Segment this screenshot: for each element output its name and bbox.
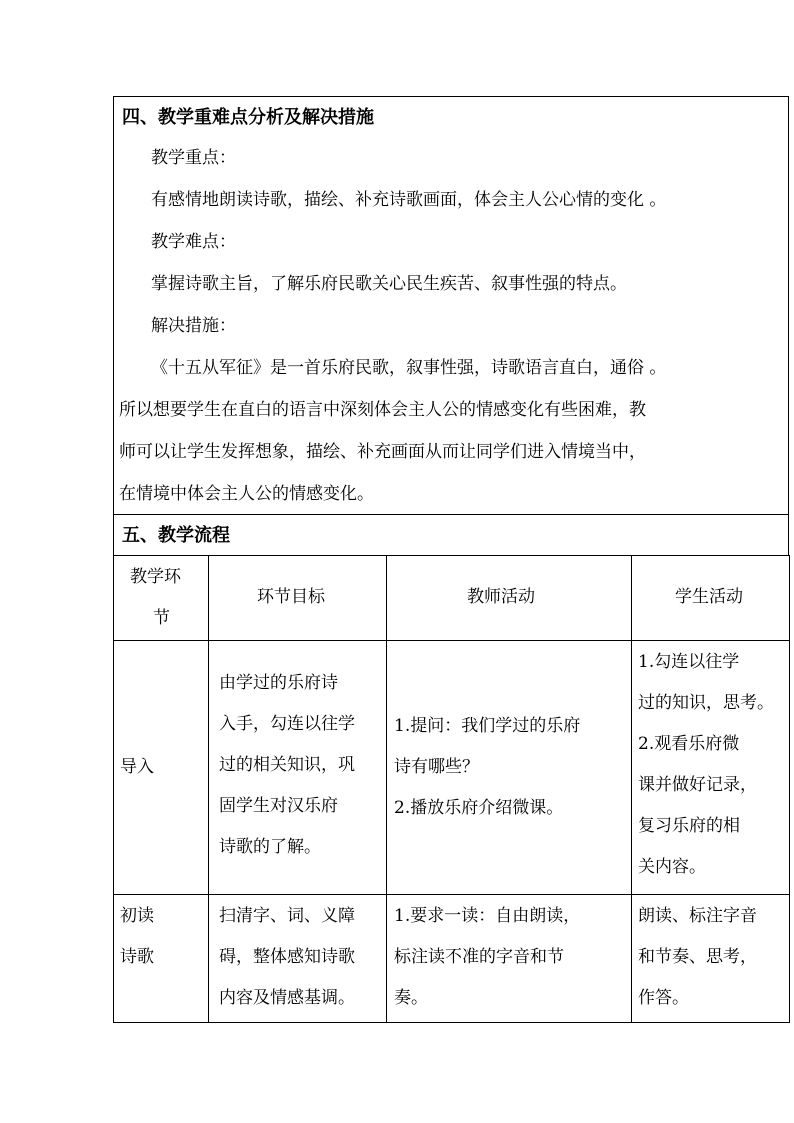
table-header-row	[114, 556, 790, 641]
measure-line: 在情境中体会主人公的情感变化。	[119, 484, 374, 504]
table-row	[114, 641, 790, 895]
goal-cell: 扫清字、词、义障 碍，整体感知诗歌 内容及情感基调。	[209, 895, 387, 1023]
measure-label: 解决措施：	[151, 316, 236, 336]
header-cell-goal: 环节目标	[209, 556, 387, 641]
header-cell-teacher: 教师活动	[387, 556, 632, 641]
stage-cell: 导入	[114, 641, 209, 895]
teacher-cell: 1.提问：我们学过的乐府 诗有哪些？ 2.播放乐府介绍微课。	[387, 641, 632, 895]
key-point-label: 教学重点：	[151, 148, 236, 168]
student-cell: 1.勾连以往学 过的知识，思考。 2.观看乐府微 课并做好记录， 复习乐府的相 关内容。	[632, 641, 790, 895]
stage-cell: 初读 诗歌	[114, 895, 209, 1023]
header-cell-stage: 教学环 节	[114, 556, 209, 641]
lesson-plan-frame	[113, 96, 789, 1023]
table-row	[114, 895, 790, 1023]
measure-line: 师可以让学生发挥想象，描绘、补充画面从而让同学们进入情境当中，	[119, 442, 646, 462]
header-cell-student: 学生活动	[632, 556, 790, 641]
difficulty-text: 掌握诗歌主旨，了解乐府民歌关心民生疾苦、叙事性强的特点。	[151, 274, 627, 294]
teacher-cell: 1.要求一读：自由朗读， 标注读不准的字音和节 奏。	[387, 895, 632, 1023]
difficulty-label: 教学难点：	[151, 232, 236, 252]
section-5-box	[113, 514, 789, 555]
key-point-text: 有感情地朗读诗歌，描绘、补充诗歌画面，体会主人公心情的变化 。	[151, 190, 667, 210]
section-4-heading: 四、教学重难点分析及解决措施	[122, 107, 374, 128]
measure-line: 《十五从军征》是一首乐府民歌，叙事性强，诗歌语言直白，通俗 。	[151, 358, 667, 378]
student-cell: 朗读、标注字音 和节奏、思考， 作答。	[632, 895, 790, 1023]
section-4-box	[113, 96, 789, 514]
goal-cell: 由学过的乐府诗 入手，勾连以往学 过的相关知识，巩 固学生对汉乐府 诗歌的了解。	[209, 641, 387, 895]
measure-line: 所以想要学生在直白的语言中深刻体会主人公的情感变化有些困难，教	[119, 400, 646, 420]
section-5-heading: 五、教学流程	[122, 525, 230, 546]
teaching-flow-table	[113, 555, 790, 1023]
